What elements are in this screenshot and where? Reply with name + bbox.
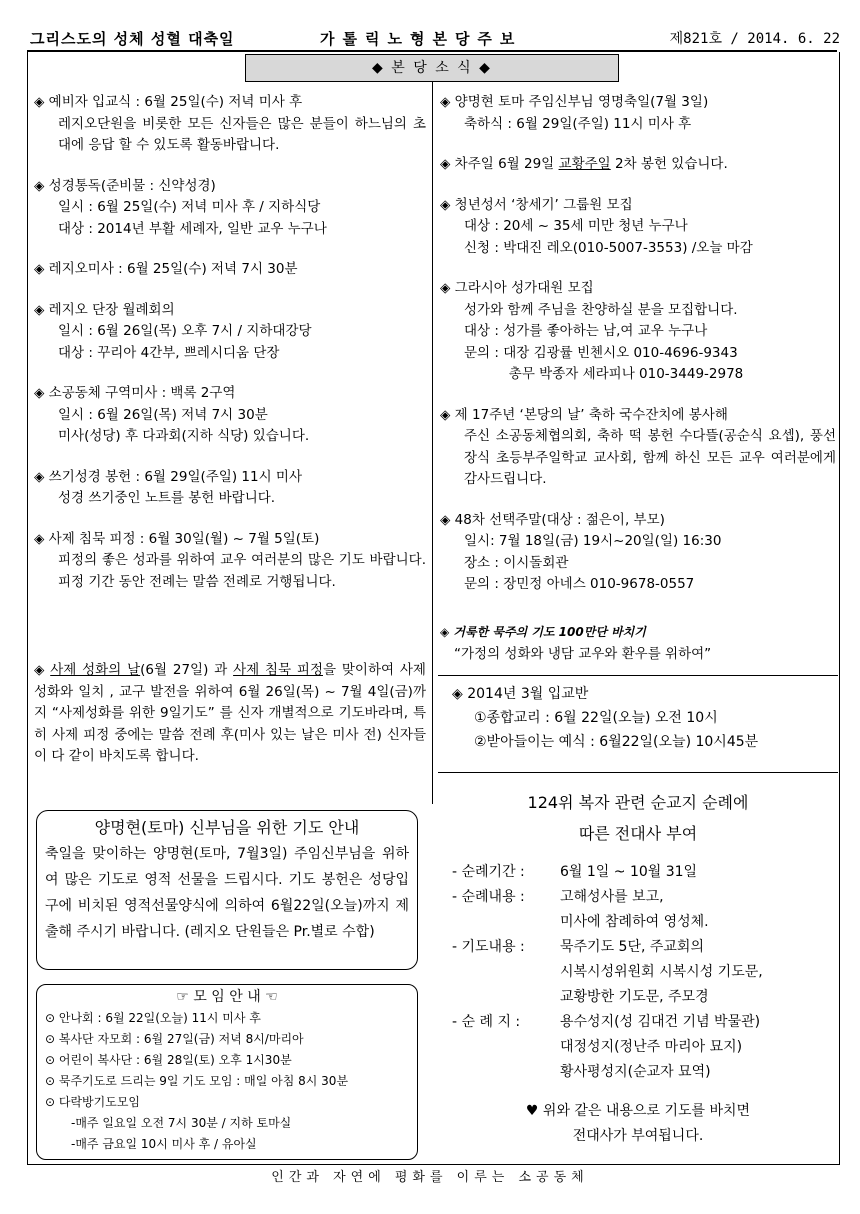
- notice-detail: 일시 : 6월 26일(목) 오후 7시 / 지하대강당: [58, 323, 312, 339]
- notice-title-pre: ◈ 차주일 6월 29일: [440, 156, 559, 172]
- rosary-notice: [440, 622, 836, 665]
- pilgrimage-row-values: [560, 935, 763, 1010]
- pilgrimage-row-value: 황사평성지(순교자 묘역): [560, 1064, 711, 1080]
- bulletin-name: 가톨릭노형본당주보: [320, 30, 523, 48]
- pilgrimage-row-label: - 순 례 지 :: [452, 1014, 521, 1030]
- priest-day-label: 사제 성화의 날: [50, 662, 141, 678]
- pilgrimage-closing-1: ♥ 위와 같은 내용으로 기도를 바치면: [525, 1103, 751, 1119]
- column-divider: [432, 82, 433, 804]
- notice-title: ◈ 쓰기성경 봉헌 : 6월 29일(주일) 11시 미사: [34, 468, 302, 485]
- priest-day-text: 을 맞이하여 사제 성화와 일치 , 교구 발전을 위하여 6월 26일(목) ~ 7월 4일(금)까지 “사제성화를 위한 9일기도” 를 신자 개별적으로 기도바라며, 특히 사제 피정 중에는 말씀 전례 후(미사 있는 날은 미사 전) 신자들이 다 같이 바치도록 합니다.: [34, 662, 426, 764]
- pilgrimage-row: [438, 935, 838, 1010]
- meeting-item: ⊙ 다락방기도모임: [45, 1095, 141, 1109]
- pilgrimage-title-1: 124위 복자 관련 순교지 순례에: [527, 793, 749, 812]
- pilgrimage-row: [438, 885, 838, 935]
- notice-item: [34, 529, 426, 594]
- prayer-guide-box: [36, 810, 418, 970]
- notice-item: [440, 510, 836, 596]
- notice-title: [440, 154, 836, 176]
- prayer-guide-body: 축일을 맞이하는 양명현(토마, 7월3일) 주임신부님을 위하여 많은 기도로 영적 선물을 드립시다. 기도 봉헌은 성당입구에 비치된 영적선물양식에 의하여 6월22일(오늘)까지 제출해 주시기 바랍니다. (레지오 단원들은 Pr.별로 수합): [45, 846, 409, 940]
- notice-detail: 미사(성당) 후 다과회(지하 식당) 있습니다.: [58, 428, 310, 444]
- prayer-guide-title: 양명현(토마) 신부님을 위한 기도 안내: [94, 818, 360, 837]
- pilgrimage-row-value: 시복시성위원회 시복시성 기도문,: [560, 964, 763, 980]
- pilgrimage-row-value: 대정성지(정난주 마리아 묘지): [560, 1039, 743, 1055]
- left-column: [34, 92, 426, 612]
- notice-title: ◈ 양명현 토마 주임신부님 영명축일(7월 3일): [440, 94, 709, 110]
- meetings-title: ☞ 모 임 안 내 ☜: [176, 989, 278, 1005]
- notice-title: ◈ 소공동체 구역미사 : 백록 2구역: [34, 385, 236, 401]
- notice-detail: 성경 쓰기중인 노트를 봉헌 바랍니다.: [58, 490, 276, 506]
- notice-item: [34, 467, 426, 510]
- pilgrimage-row-value: 용수성지(성 김대건 기념 박물관): [560, 1014, 761, 1030]
- pilgrimage-row-values: [560, 860, 697, 885]
- notice-item: [440, 405, 836, 491]
- notice-title: ◈ 청년성서 ‘창세기’ 그룹원 모집: [440, 196, 633, 213]
- notice-item: [440, 92, 836, 135]
- notice-item: [34, 92, 426, 157]
- pilgrimage-row-label: - 기도내용 :: [452, 939, 525, 955]
- notice-detail: 대상 : 20세 ~ 35세 미만 청년 누구나: [464, 218, 688, 234]
- meeting-item: ⊙ 복사단 자모회 : 6월 27일(금) 저녁 8시/마리아: [45, 1032, 304, 1046]
- notice-title: ◈ 레지오미사 : 6월 25일(수) 저녁 7시 30분: [34, 261, 298, 277]
- catechumen-box: [438, 675, 838, 773]
- pilgrimage-row-value: 고해성사를 보고,: [560, 889, 664, 905]
- notice-detail: 총무 박종자 세라피나 010-3449-2978: [464, 366, 744, 382]
- meeting-item: -매주 금요일 10시 미사 후 / 유아실: [71, 1137, 257, 1151]
- notice-detail: 레지오단원을 비롯한 모든 신자들은 많은 분들이 하느님의 초대에 응답 할 수 있도록 활동바랍니다.: [58, 115, 426, 153]
- notice-detail: 문의 : 장민정 아네스 010-9678-0557: [464, 576, 695, 592]
- pilgrimage-row-value: 묵주기도 5단, 주교회의: [560, 939, 704, 955]
- notice-detail: 대상 : 2014년 부활 세례자, 일반 교우 누구나: [58, 220, 327, 237]
- notice-detail: 신청 : 박대진 레오(010-5007-3553) /오늘 마감: [464, 239, 753, 256]
- pilgrimage-row-label: - 순례내용 :: [452, 889, 525, 905]
- meeting-item: ⊙ 안나회 : 6월 22일(오늘) 11시 미사 후: [45, 1011, 261, 1025]
- notice-detail: 대상 : 성가를 좋아하는 남,여 교우 누구나: [464, 323, 708, 339]
- catechumen-title: ◈ 2014년 3월 입교반: [452, 686, 589, 702]
- notice-title-underlined: 교황주일: [558, 156, 611, 172]
- catechumen-line-2: ②받아들이는 예식 : 6월22일(오늘) 10시45분: [474, 734, 759, 750]
- priest-day-date: (6월 27일) 과: [140, 662, 234, 678]
- notice-item: [440, 278, 836, 386]
- notice-item: [34, 300, 426, 365]
- notice-detail: 장소 : 이시돌회관: [464, 554, 569, 571]
- section-banner: ◆ 본 당 소 식 ◆: [245, 54, 619, 82]
- pilgrimage-row-value: 6월 1일 ~ 10월 31일: [560, 864, 698, 880]
- notice-item: [440, 154, 836, 176]
- notice-detail: 피정의 좋은 성과를 위하여 교우 여러분의 많은 기도 바랍니다. 피정 기간 동안 전례는 말씀 전례로 거행됩니다.: [58, 552, 426, 590]
- bullet: ◈: [34, 662, 51, 678]
- notice-item: [34, 383, 426, 448]
- notice-title: ◈ 48차 선택주말(대상 : 젊은이, 부모): [440, 511, 665, 528]
- notice-title: ◈ 그라시아 성가대원 모집: [440, 280, 594, 296]
- notice-item: [440, 195, 836, 260]
- notice-title: ◈ 예비자 입교식 : 6월 25일(수) 저녁 미사 후: [34, 94, 303, 110]
- pilgrimage-row-values: [560, 1010, 760, 1085]
- priest-retreat-label: 사제 침묵 피정: [233, 662, 323, 678]
- pilgrimage-title-2: 따른 전대사 부여: [578, 824, 698, 843]
- feast-title: 그리스도의 성체 성혈 대축일: [30, 30, 235, 48]
- pilgrimage-row: [438, 860, 838, 885]
- rosary-title: ◈ 거룩한 묵주의 기도 100만단 바치기: [440, 625, 646, 639]
- pilgrimage-row-value: 미사에 참례하여 영성체.: [560, 914, 709, 930]
- notice-title: ◈ 제 17주년 ‘본당의 날’ 축하 국수잔치에 봉사해: [440, 406, 728, 423]
- pilgrimage-box: [438, 776, 838, 1149]
- issue-number: 제821호 / 2014. 6. 22: [669, 31, 840, 47]
- pilgrimage-details: [438, 860, 838, 1085]
- masthead: [30, 28, 840, 50]
- pilgrimage-row-label: - 순례기간 :: [452, 864, 525, 880]
- priest-sanctification-notice: [34, 660, 426, 768]
- right-column: [440, 92, 836, 615]
- notice-title: ◈ 사제 침묵 피정 : 6월 30일(월) ~ 7월 5일(토): [34, 530, 320, 547]
- meetings-list: [45, 1008, 409, 1155]
- notice-detail: 문의 : 대장 김광률 빈첸시오 010-4696-9343: [464, 344, 738, 361]
- notice-title: ◈ 레지오 단장 월례회의: [34, 301, 175, 318]
- pilgrimage-row-value: 교황방한 기도문, 주모경: [560, 989, 709, 1005]
- rosary-intention: “가정의 성화와 냉담 교우와 환우를 위하여”: [454, 645, 712, 662]
- notice-detail: 일시: 7월 18일(금) 19시~20일(일) 16:30: [464, 533, 722, 549]
- notice-detail: 대상 : 꾸리아 4간부, 쁘레시디움 단장: [58, 344, 280, 361]
- notice-item: [34, 176, 426, 241]
- meetings-box: [36, 984, 418, 1160]
- catechumen-line-1: ①종합교리 : 6월 22일(오늘) 오전 10시: [474, 710, 718, 726]
- notice-detail: 축하식 : 6월 29일(주일) 11시 미사 후: [464, 115, 692, 132]
- notice-detail: 일시 : 6월 25일(수) 저녁 미사 후 / 지하식당: [58, 199, 321, 215]
- pilgrimage-row-values: [560, 885, 709, 935]
- footer-motto: 인간과 자연에 평화를 이루는 소공동체: [271, 1170, 589, 1185]
- notice-detail: 일시 : 6월 26일(목) 저녁 7시 30분: [58, 406, 268, 423]
- meeting-item: ⊙ 묵주기도로 드리는 9일 기도 모임 : 매일 아침 8시 30분: [45, 1074, 349, 1088]
- notice-title-post: 2차 봉헌 있습니다.: [610, 156, 728, 172]
- notice-detail: 성가와 함께 주님을 찬양하실 분을 모집합니다.: [464, 301, 738, 318]
- meeting-item: -매주 일요일 오전 7시 30분 / 지하 토마실: [71, 1116, 292, 1130]
- notice-title: ◈ 성경통독(준비물 : 신약성경): [34, 177, 216, 194]
- pilgrimage-row: [438, 1010, 838, 1085]
- notice-detail: 주신 소공동체협의회, 축하 떡 봉헌 수다뜰(공순식 요셉), 풍선장식 초등부주일학교 교사회, 함께 하신 모든 교우 여러분에게 감사드립니다.: [464, 428, 836, 487]
- notice-item: [34, 259, 426, 281]
- pilgrimage-closing-2: 전대사가 부여됩니다.: [572, 1128, 704, 1144]
- meeting-item: ⊙ 어린이 복사단 : 6월 28일(토) 오후 1시30분: [45, 1053, 292, 1067]
